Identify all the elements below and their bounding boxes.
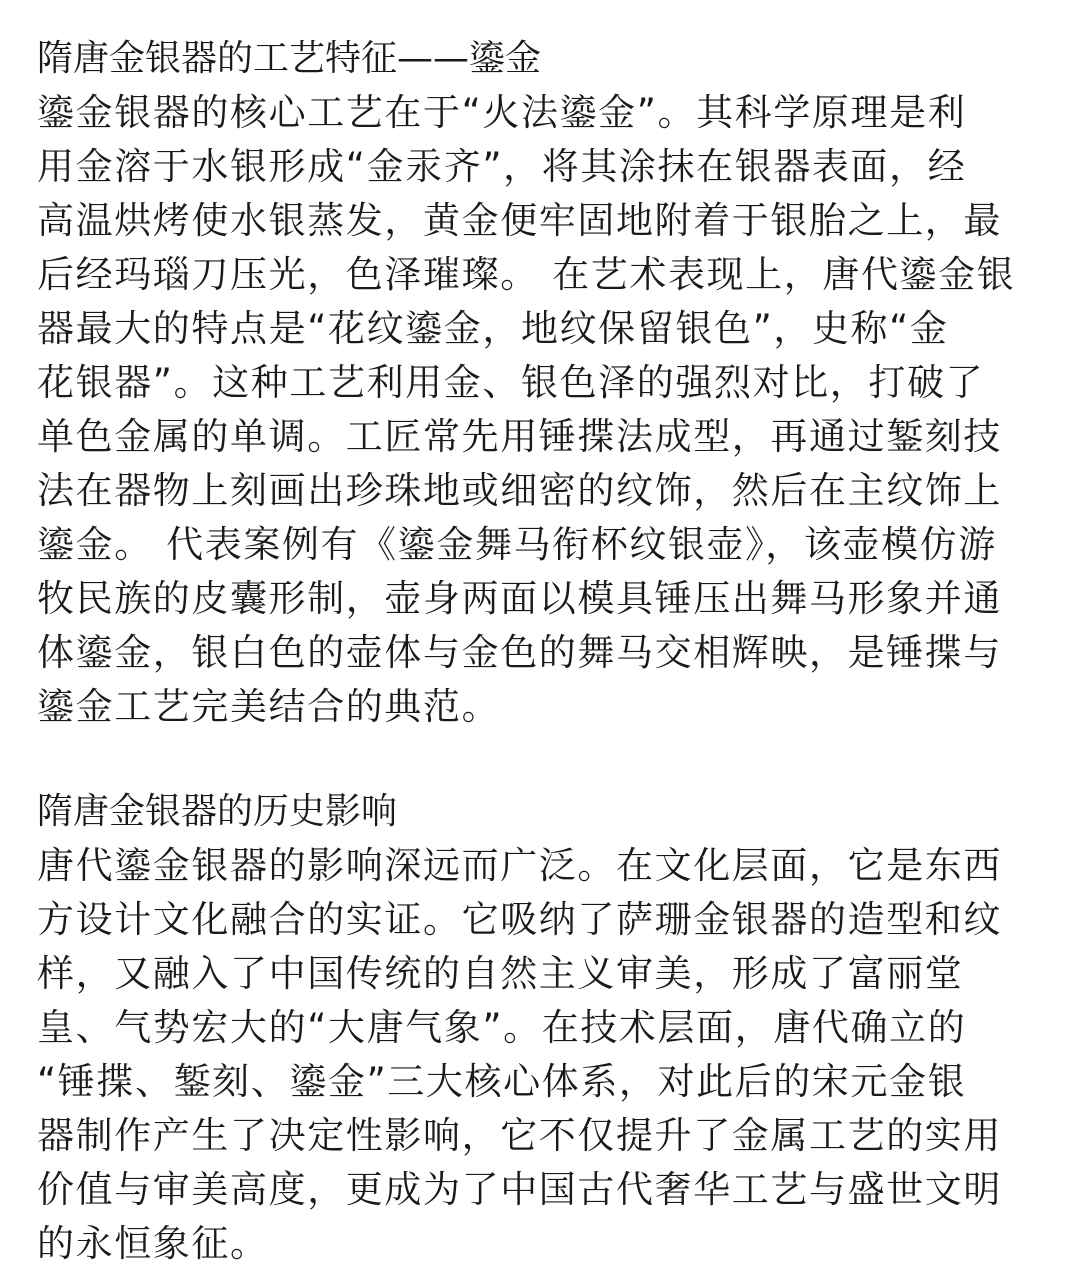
body-line: 花银器”。这种工艺利用金、银色泽的强烈对比，打破了 (37, 361, 985, 404)
body-line: 鎏金银器的核心工艺在于“火法鎏金”。其科学原理是利 (37, 91, 967, 134)
body-line: 器最大的特点是“花纹鎏金，地纹保留银色”，史称“金 (37, 307, 949, 350)
section-craft (37, 32, 1047, 734)
section-spacer (37, 734, 1047, 785)
body-line: 鎏金工艺完美结合的典范。 (37, 685, 501, 728)
section-body-influence (37, 839, 1047, 1271)
body-line: 的永恒象征。 (37, 1222, 269, 1265)
body-line: 后经玛瑙刀压光，色泽璀璨。 在艺术表现上，唐代鎏金银 (37, 253, 1016, 296)
body-line: 单色金属的单调。工匠常先用锤揲法成型，再通过錾刻技 (37, 415, 1002, 458)
body-line: 牧民族的皮囊形制，壶身两面以模具锤压出舞马形象并通 (37, 577, 1002, 620)
section-body-craft (37, 86, 1047, 734)
body-line: 体鎏金，银白色的壶体与金色的舞马交相辉映，是锤揲与 (37, 631, 1002, 674)
article (37, 32, 1047, 1271)
body-line: 方设计文化融合的实证。它吸纳了萨珊金银器的造型和纹 (37, 898, 1002, 941)
body-line: 鎏金。 代表案例有《鎏金舞马衔杯纹银壶》，该壶模仿游 (37, 523, 997, 566)
section-title-influence: 隋唐金银器的历史影响 (37, 791, 398, 832)
body-line: 高温烘烤使水银蒸发，黄金便牢固地附着于银胎之上，最 (37, 199, 1002, 242)
body-line: 器制作产生了决定性影响，它不仅提升了金属工艺的实用 (37, 1114, 1002, 1157)
body-line: 价值与审美高度，更成为了中国古代奢华工艺与盛世文明 (37, 1168, 1002, 1211)
body-line: “锤揲、錾刻、鎏金”三大核心体系，对此后的宋元金银 (37, 1060, 967, 1103)
body-line: 样，又融入了中国传统的自然主义审美，形成了富丽堂 (37, 952, 964, 995)
body-line: 唐代鎏金银器的影响深远而广泛。在文化层面，它是东西 (37, 844, 1002, 887)
body-line: 法在器物上刻画出珍珠地或细密的纹饰，然后在主纹饰上 (37, 469, 1002, 512)
section-title-craft: 隋唐金银器的工艺特征——鎏金 (37, 38, 542, 79)
body-line: 皇、气势宏大的“大唐气象”。在技术层面，唐代确立的 (37, 1006, 967, 1049)
body-line: 用金溶于水银形成“金汞齐”，将其涂抹在银器表面，经 (37, 145, 967, 188)
section-influence (37, 785, 1047, 1271)
